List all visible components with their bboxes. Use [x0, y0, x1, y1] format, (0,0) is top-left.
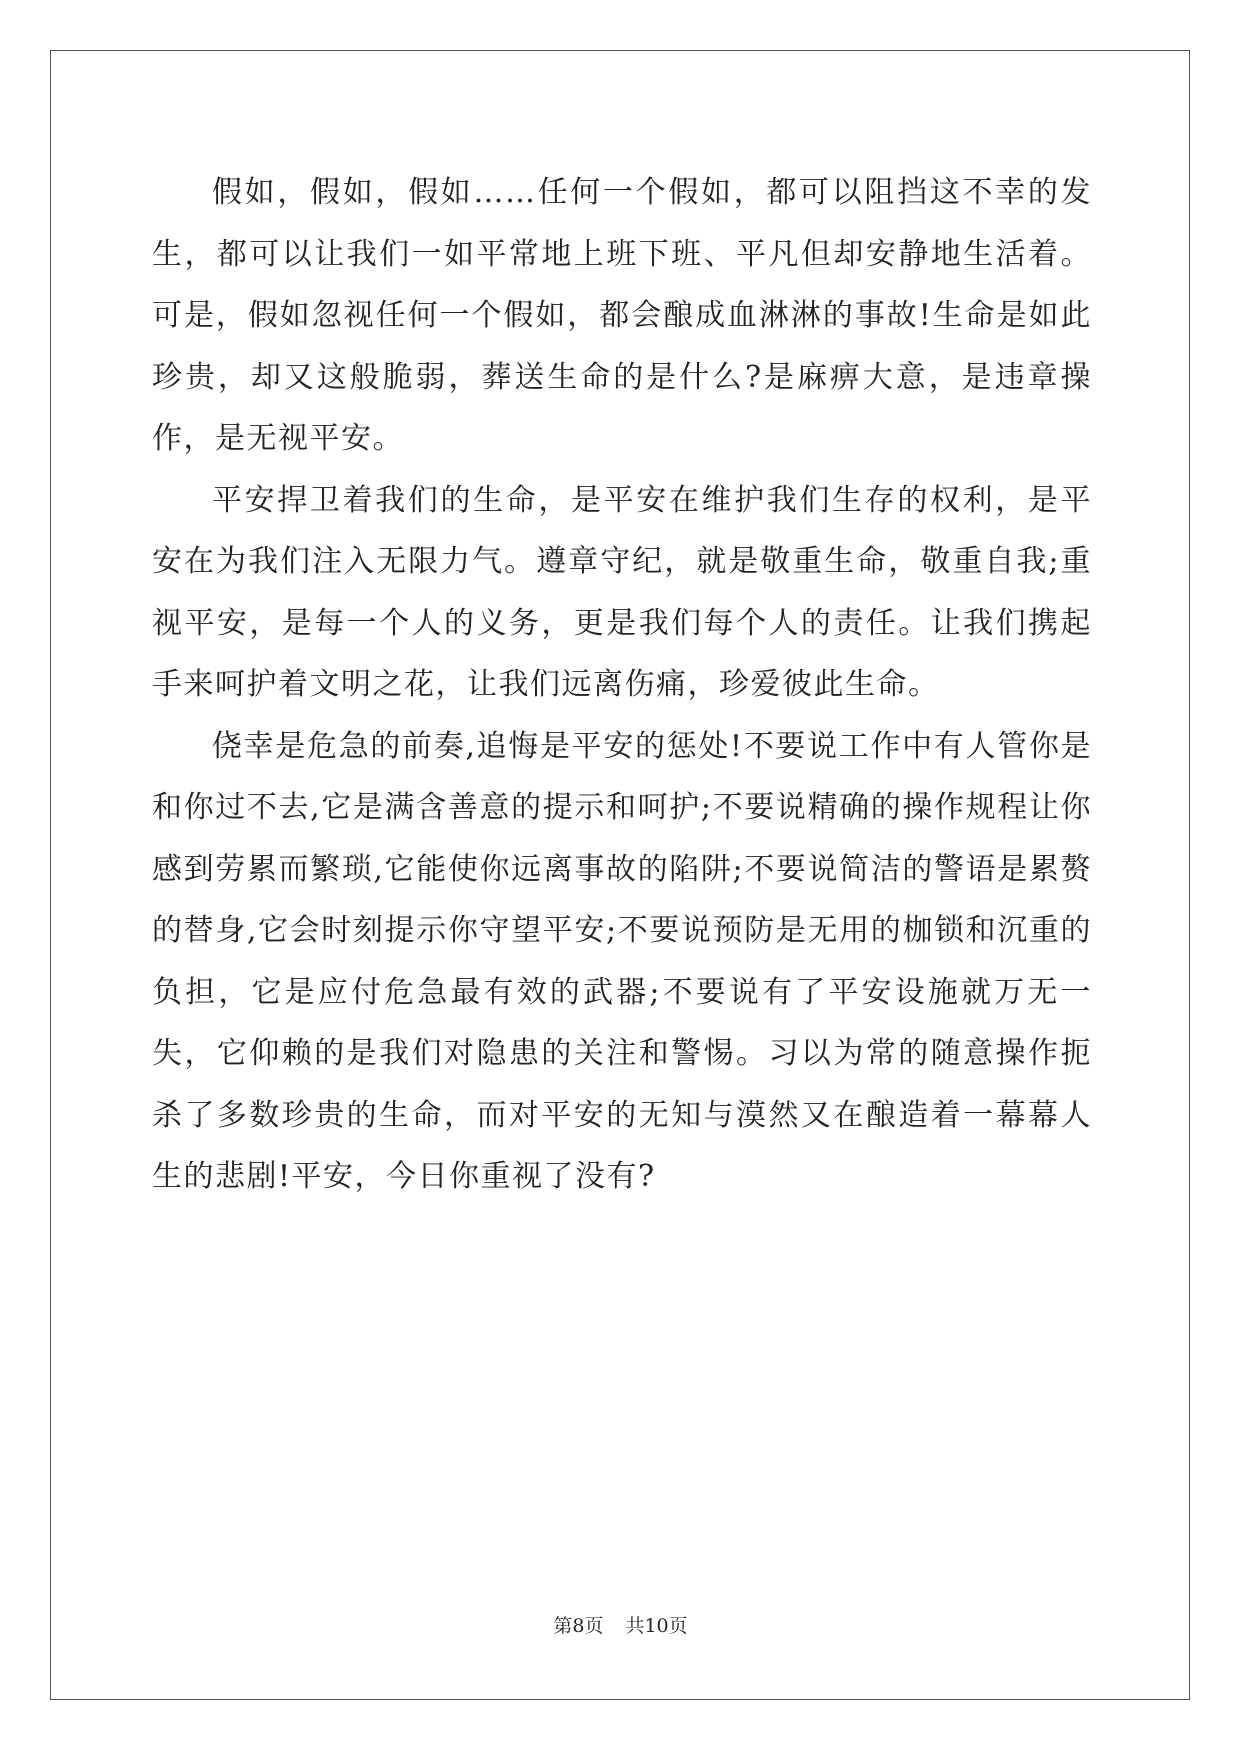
paragraph-1: 假如，假如，假如……任何一个假如，都可以阻挡这不幸的发生，都可以让我们一如平常地上班下班、平凡但却安静地生活着。可是，假如忽视任何一个假如，都会酿成血淋淋的事故!生命是如此珍贵，却又这般脆弱，葬送生命的是什么?是麻痹大意，是违章操作，是无视平安。: [152, 175, 1092, 456]
paragraph-3: 侥幸是危急的前奏,追悔是平安的惩处!不要说工作中有人管你是和你过不去,它是满含善意的提示和呵护;不要说精确的操作规程让你感到劳累而繁琐,它能使你远离事故的陷阱;不要说简洁的警语是累赘的替身,它会时刻提示你守望平安;不要说预防是无用的枷锁和沉重的负担，它是应付危急最有效的武器;不要说有了平安设施就万无一失，它仰赖的是我们对隐患的关注和警惕。习以为常的随意操作扼杀了多数珍贵的生命，而对平安的无知与漠然又在酿造着一幕幕人生的悲剧!平安，今日你重视了没有?: [152, 728, 1092, 1194]
page-total: 共10页: [625, 1615, 688, 1637]
page-footer: [0, 1611, 1241, 1638]
document-body: [152, 162, 1092, 1208]
paragraph-2: 平安捍卫着我们的生命，是平安在维护我们生存的权利，是平安在为我们注入无限力气。遵章守纪，就是敬重生命，敬重自我;重视平安，是每一个人的义务，更是我们每个人的责任。让我们携起手来呵护着文明之花，让我们远离伤痛，珍爱彼此生命。: [152, 482, 1092, 702]
page-number: 第8页: [553, 1615, 604, 1637]
